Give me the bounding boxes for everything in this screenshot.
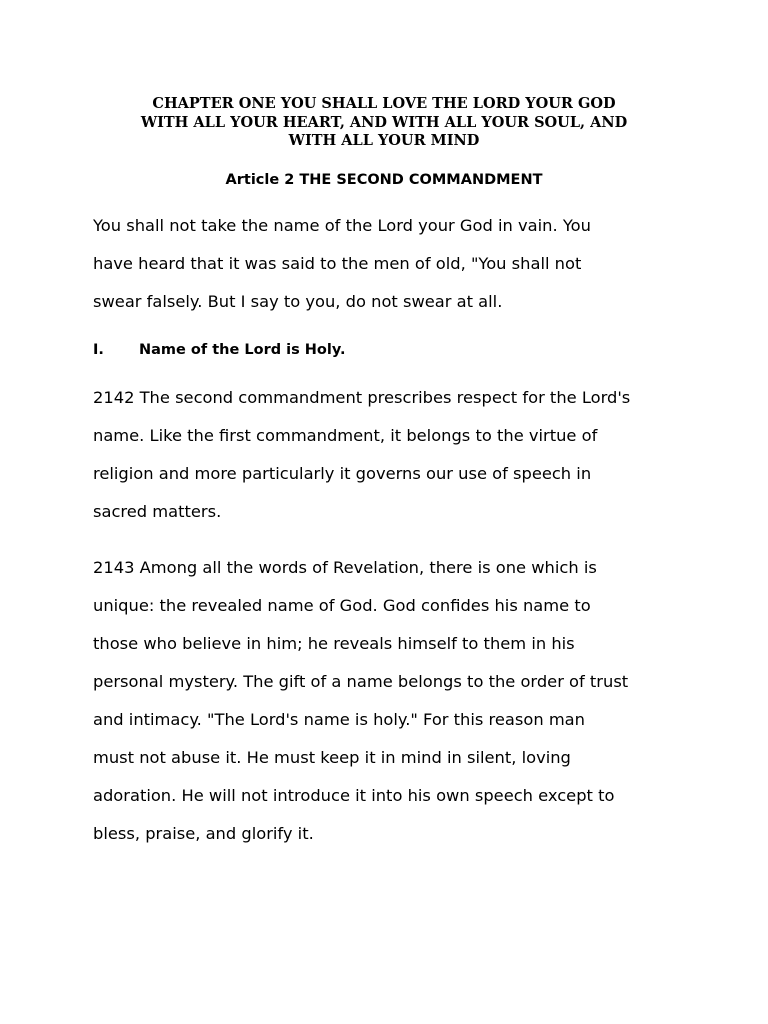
article-title: Article 2 THE SECOND COMMANDMENT [225,172,543,188]
text-line: swear falsely. But I say to you, do not swear at all. [93,292,503,311]
chapter-title-line: WITH ALL YOUR HEART, AND WITH ALL YOUR SOUL, AND [140,113,628,131]
intro-paragraph [93,207,591,321]
text-line: religion and more particularly it governs our use of speech in [93,464,592,483]
text-line: those who believe in him; he reveals himself to them in his [93,634,575,653]
section-number: I. [93,342,104,358]
text-line: You shall not take the name of the Lord your God in vain. You [93,216,591,235]
paragraph-2142 [93,379,630,531]
text-line: and intimacy. "The Lord's name is holy." For this reason man [93,710,585,729]
chapter-title [120,95,648,151]
text-line: 2142 The second commandment prescribes respect for the Lord's [93,388,631,407]
chapter-title-line: CHAPTER ONE YOU SHALL LOVE THE LORD YOUR GOD [152,95,616,112]
text-line: sacred matters. [93,502,222,521]
chapter-title-line: WITH ALL YOUR MIND [288,132,480,149]
text-line: personal mystery. The gift of a name belongs to the order of trust [93,672,629,691]
section-heading [93,341,346,359]
text-line: have heard that it was said to the men of old, "You shall not [93,254,582,273]
text-line: must not abuse it. He must keep it in mind in silent, loving [93,748,571,767]
section-title: Name of the Lord is Holy. [139,342,346,358]
paragraph-2143 [93,549,628,853]
text-line: bless, praise, and glorify it. [93,824,314,843]
text-line: 2143 Among all the words of Revelation, there is one which is [93,558,597,577]
text-line: name. Like the first commandment, it belongs to the virtue of [93,426,598,445]
text-line: adoration. He will not introduce it into his own speech except to [93,786,615,805]
text-line: unique: the revealed name of God. God confides his name to [93,596,591,615]
